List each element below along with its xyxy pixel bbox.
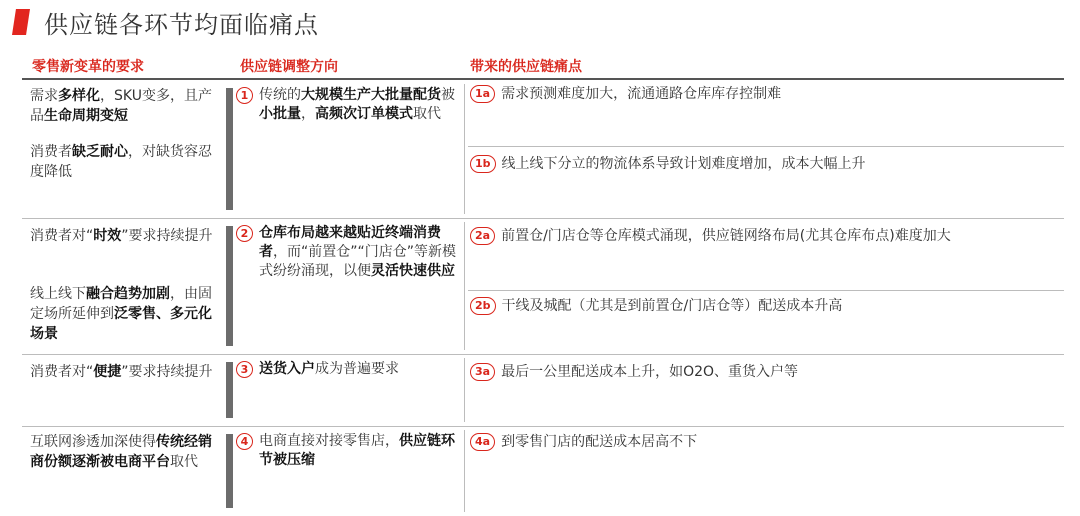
text-run: 大规模生产大批量配货 xyxy=(301,87,441,103)
pain-point-text: 需求预测难度加大，流通通路仓库库存控制难 xyxy=(501,86,782,102)
direction-cell xyxy=(236,86,458,124)
pain-point-item xyxy=(470,432,1064,452)
text-run: ”要求持续提升 xyxy=(121,228,213,244)
step-number-badge: 3 xyxy=(236,361,253,378)
row-divider xyxy=(22,218,1064,219)
text-run: 需求 xyxy=(30,88,58,104)
pain-point-item xyxy=(470,226,1064,246)
step-number-badge: 1 xyxy=(236,87,253,104)
direction-cell xyxy=(236,360,458,379)
requirement-text xyxy=(30,362,216,382)
row-marker-bar xyxy=(226,362,233,418)
header-divider xyxy=(22,78,1064,80)
pain-point-tag: 1a xyxy=(470,85,495,103)
text-run: 送货入户 xyxy=(259,361,315,377)
pain-point-text: 最后一公里配送成本上升，如O2O、重货入户等 xyxy=(501,364,799,380)
text-run: 成为普遍要求 xyxy=(315,361,399,377)
text-run: 多样化 xyxy=(58,88,100,104)
step-number-badge: 2 xyxy=(236,225,253,242)
pain-point-tag: 3a xyxy=(470,363,495,381)
text-run: ，对缺货容忍度降低 xyxy=(30,144,212,180)
requirement-text xyxy=(30,142,216,182)
text-run: 灵活快速供应 xyxy=(371,263,455,279)
text-run: 高频次订单模式 xyxy=(315,106,413,122)
pain-point-item xyxy=(470,84,1064,104)
text-run: ，SKU变多，且产品 xyxy=(30,88,212,124)
direction-text xyxy=(259,86,458,124)
column-header-requirements: 零售新变革的要求 xyxy=(32,59,144,75)
column-header-direction: 供应链调整方向 xyxy=(240,59,338,75)
direction-cell xyxy=(236,224,458,281)
direction-text xyxy=(259,224,458,281)
sub-row-divider xyxy=(468,146,1064,147)
pain-point-text: 到零售门店的配送成本居高不下 xyxy=(501,434,698,450)
text-run: ，由固定场所延伸到 xyxy=(30,286,212,322)
text-run: 时效 xyxy=(93,228,122,244)
text-run: 线上线下 xyxy=(30,286,86,302)
pain-point-item xyxy=(470,296,1064,316)
pain-point-tag: 2b xyxy=(470,297,496,315)
pain-point-text: 干线及城配（尤其是到前置仓/门店仓等）配送成本升高 xyxy=(501,298,843,314)
pain-point-tag: 1b xyxy=(470,155,496,173)
text-run: 缺乏耐心 xyxy=(72,144,128,160)
text-run: 电商直接对接零售店， xyxy=(259,433,399,449)
row-divider xyxy=(22,354,1064,355)
text-run: 被 xyxy=(441,87,455,103)
text-run: 传统经销商份额逐渐被电商平台 xyxy=(30,434,212,470)
row-marker-bar xyxy=(226,434,233,508)
column-header-pain-points: 带来的供应链痛点 xyxy=(470,59,582,75)
step-number-badge: 4 xyxy=(236,433,253,450)
text-run: 消费者对“ xyxy=(30,228,94,244)
direction-text xyxy=(259,432,458,470)
text-run: 取代 xyxy=(413,106,441,122)
row-divider xyxy=(22,426,1064,427)
text-run: 互联网渗透加深使得 xyxy=(30,434,156,450)
requirement-text xyxy=(30,432,216,472)
text-run: 生命周期变短 xyxy=(44,108,128,124)
pain-point-tag: 4a xyxy=(470,433,495,451)
text-run: 传统的 xyxy=(259,87,301,103)
column-divider xyxy=(464,222,465,350)
sub-row-divider xyxy=(468,290,1064,291)
text-run: 小批量 xyxy=(259,106,301,122)
text-run: 消费者 xyxy=(30,144,72,160)
page-title: 供应链各环节均面临痛点 xyxy=(44,10,319,39)
text-run: 仓库布局越来越贴近终端消费者 xyxy=(259,225,441,260)
column-divider xyxy=(464,84,465,214)
page-header xyxy=(12,6,319,38)
text-run: 消费者对“ xyxy=(30,364,94,380)
text-run: 取代 xyxy=(170,454,198,470)
text-run: 供应链环节被压缩 xyxy=(259,433,455,468)
row-marker-bar xyxy=(226,226,233,346)
pain-point-tag: 2a xyxy=(470,227,495,245)
pain-point-text: 前置仓/门店仓等仓库模式涌现，供应链网络布局(尤其仓库布点)难度加大 xyxy=(501,228,951,244)
pain-point-text: 线上线下分立的物流体系导致计划难度增加，成本大幅上升 xyxy=(501,156,866,172)
text-run: 泛零售、多元化场景 xyxy=(30,306,212,342)
requirement-text xyxy=(30,284,216,344)
text-run: ， xyxy=(301,106,315,122)
title-accent-icon xyxy=(12,9,30,35)
direction-text xyxy=(259,360,458,379)
text-run: 便捷 xyxy=(93,364,122,380)
text-run: 融合趋势加剧 xyxy=(86,286,170,302)
pain-point-item xyxy=(470,154,1064,174)
text-run: ，而“前置仓”“门店仓”等新模式纷纷涌现，以便 xyxy=(259,244,457,279)
pain-point-item xyxy=(470,362,1064,382)
column-divider xyxy=(464,358,465,422)
requirement-text xyxy=(30,86,216,126)
text-run: ”要求持续提升 xyxy=(121,364,213,380)
column-divider xyxy=(464,430,465,512)
requirement-text xyxy=(30,226,216,246)
row-marker-bar xyxy=(226,88,233,210)
direction-cell xyxy=(236,432,458,470)
